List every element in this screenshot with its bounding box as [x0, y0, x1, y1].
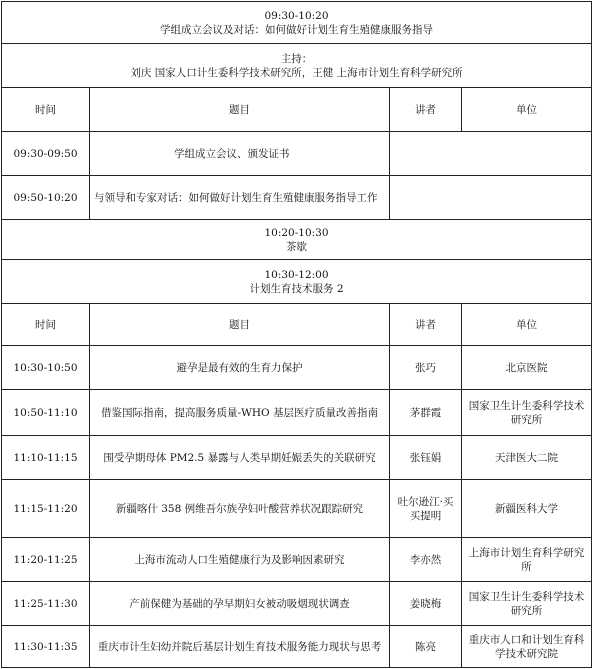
row-time: 11:20-11:25 — [2, 538, 90, 582]
row-time: 09:50-10:20 — [2, 176, 90, 220]
row-speaker: 陈亮 — [390, 626, 462, 668]
row-speaker: 茅群霞 — [390, 390, 462, 436]
row-unit: 新疆医科大学 — [462, 480, 592, 538]
row-topic: 学组成立会议、颁发证书 — [90, 132, 390, 176]
table-row — [2, 176, 592, 220]
row-time: 09:30-09:50 — [2, 132, 90, 176]
table-row — [2, 626, 592, 668]
break-cell — [2, 220, 592, 260]
schedule-table — [1, 1, 592, 668]
row-topic: 围受孕期母体 PM2.5 暴露与人类早期妊娠丢失的关联研究 — [90, 436, 390, 480]
host-cell — [2, 44, 592, 88]
session-title: 学组成立会议及对话：如何做好计划生育生殖健康服务指导 — [160, 23, 433, 36]
break-label: 茶歇 — [286, 240, 307, 253]
header-time: 时间 — [2, 304, 90, 346]
row-topic: 上海市流动人口生殖健康行为及影响因素研究 — [90, 538, 390, 582]
header-time: 时间 — [2, 88, 90, 132]
session-time: 10:30-12:00 — [264, 268, 329, 281]
host-names: 刘庆 国家人口计生委科学技术研究所，王健 上海市计划生育科学研究所 — [130, 66, 463, 79]
header-speaker: 讲者 — [390, 88, 462, 132]
table-row — [2, 538, 592, 582]
row-time: 11:30-11:35 — [2, 626, 90, 668]
session-time: 09:30-10:20 — [264, 9, 329, 22]
column-header-row — [2, 304, 592, 346]
header-unit: 单位 — [462, 304, 592, 346]
row-topic: 重庆市计生妇幼并院后基层计划生育技术服务能力现状与思考 — [90, 626, 390, 668]
row-speaker: 姜晓梅 — [390, 582, 462, 626]
row-time: 11:10-11:15 — [2, 436, 90, 480]
column-header-row — [2, 88, 592, 132]
header-topic: 题目 — [90, 304, 390, 346]
row-unit: 国家卫生计生委科学技术研究所 — [462, 390, 592, 436]
table-row — [2, 480, 592, 538]
row-time: 11:15-11:20 — [2, 480, 90, 538]
table-row — [2, 132, 592, 176]
header-unit: 单位 — [462, 88, 592, 132]
row-unit: 重庆市人口和计划生育科学技术研究院 — [462, 626, 592, 668]
host-label: 主持： — [280, 52, 313, 65]
row-unit: 北京医院 — [462, 346, 592, 390]
header-topic: 题目 — [90, 88, 390, 132]
session-title: 计划生育技术服务 2 — [249, 282, 344, 295]
row-topic: 新疆喀什 358 例维吾尔族孕妇叶酸营养状况跟踪研究 — [90, 480, 390, 538]
row-time: 11:25-11:30 — [2, 582, 90, 626]
row-speaker: 张钰娟 — [390, 436, 462, 480]
row-topic: 避孕是最有效的生育力保护 — [90, 346, 390, 390]
row-topic: 与领导和专家对话：如何做好计划生育生殖健康服务指导工作 — [90, 176, 390, 220]
row-speaker-unit — [390, 132, 592, 176]
row-topic: 借鉴国际指南，提高服务质量-WHO 基层医疗质量改善指南 — [90, 390, 390, 436]
host-row — [2, 44, 592, 88]
session-header-row — [2, 2, 592, 44]
table-row — [2, 390, 592, 436]
row-time: 10:30-10:50 — [2, 346, 90, 390]
session-header — [2, 2, 592, 44]
table-row — [2, 346, 592, 390]
row-speaker-unit — [390, 176, 592, 220]
table-row — [2, 582, 592, 626]
row-time: 10:50-11:10 — [2, 390, 90, 436]
break-row — [2, 220, 592, 260]
row-speaker: 吐尔逊江·买买提明 — [390, 480, 462, 538]
row-topic: 产前保健为基础的孕早期妇女被动吸烟现状调查 — [90, 582, 390, 626]
session-header-row — [2, 260, 592, 304]
break-time: 10:20-10:30 — [264, 226, 329, 239]
row-unit: 国家卫生计生委科学技术研究所 — [462, 582, 592, 626]
table-row — [2, 436, 592, 480]
row-speaker: 张巧 — [390, 346, 462, 390]
row-speaker: 李亦然 — [390, 538, 462, 582]
header-speaker: 讲者 — [390, 304, 462, 346]
session-header — [2, 260, 592, 304]
row-unit: 天津医大二院 — [462, 436, 592, 480]
row-unit: 上海市计划生育科学研究所 — [462, 538, 592, 582]
